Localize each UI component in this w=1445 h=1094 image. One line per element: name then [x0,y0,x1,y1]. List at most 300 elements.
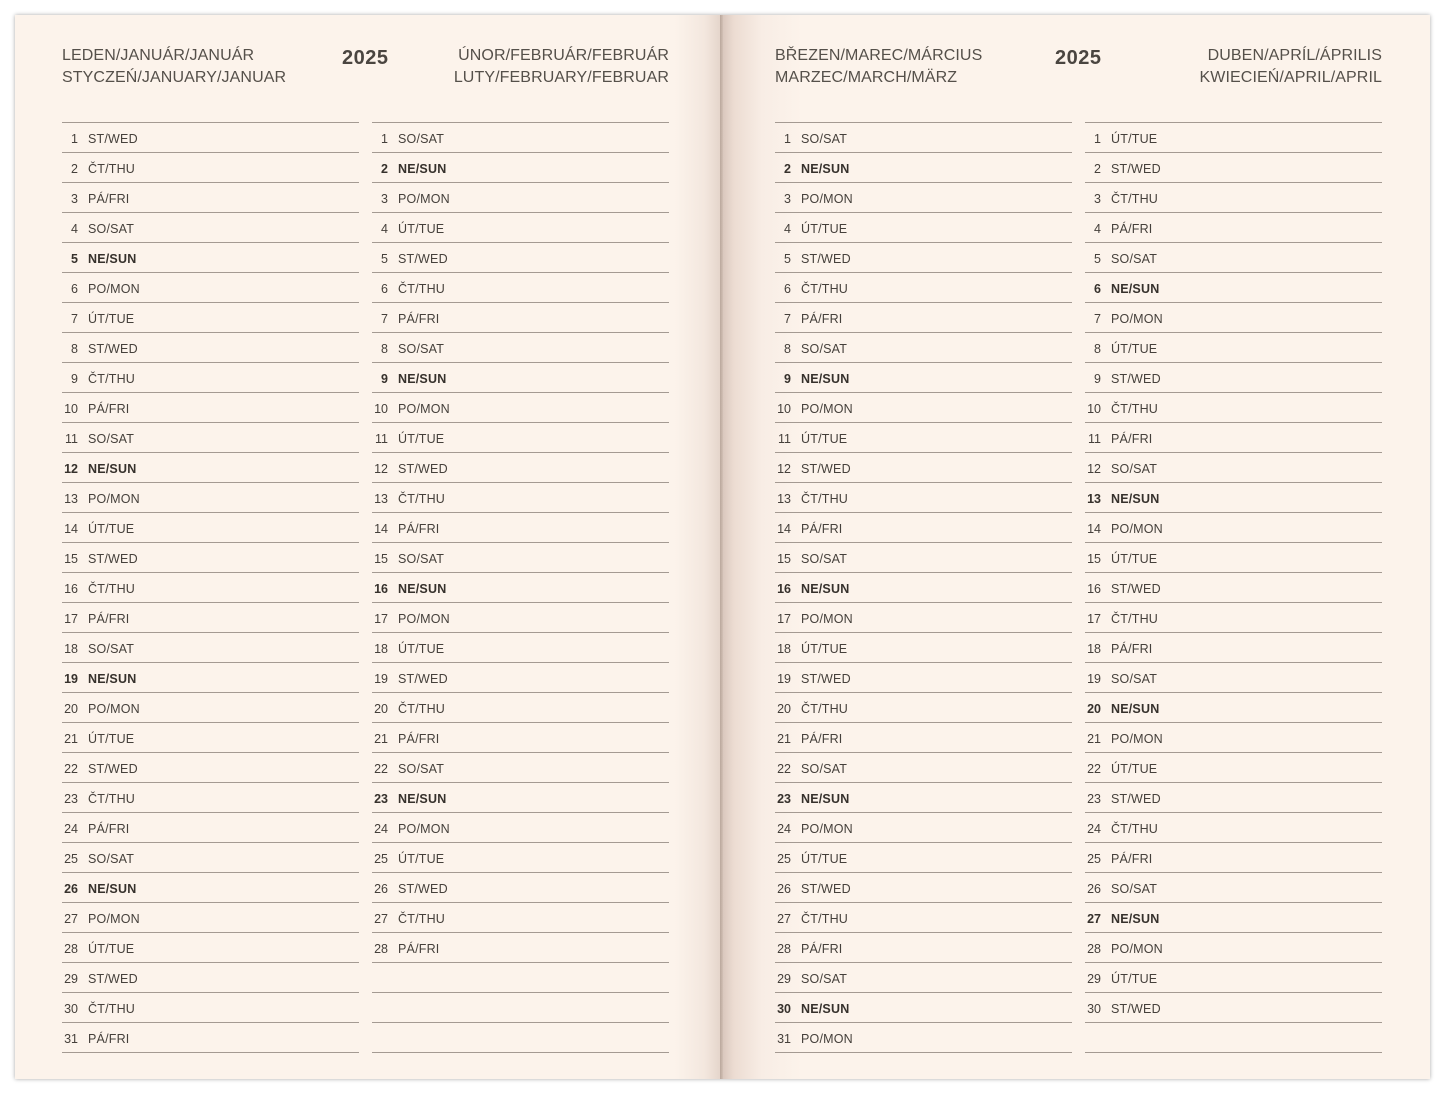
weekday-label: NE/SUN [1111,491,1160,506]
day-number: 16 [777,581,791,596]
day-number: 22 [1087,761,1101,776]
weekday-label: NE/SUN [398,371,447,386]
day-number: 8 [381,341,388,356]
day-number: 6 [784,281,791,296]
weekday-label: NE/SUN [1111,911,1160,926]
day-row [1085,333,1382,363]
day-row [62,543,359,573]
day-number: 4 [784,221,791,236]
february-header-line1: ÚNOR/FEBRUÁR/FEBRUÁR [458,47,669,64]
weekday-label: SO/SAT [88,221,135,236]
day-row [372,303,669,333]
weekday-label: PÁ/FRI [88,1031,130,1046]
weekday-label: ČT/THU [88,581,136,596]
day-row [62,153,359,183]
day-row [775,153,1072,183]
weekday-label: ST/WED [88,131,138,146]
weekday-label: ÚT/TUE [88,731,135,746]
weekday-label: ÚT/TUE [801,641,848,656]
weekday-label: ST/WED [1111,371,1161,386]
day-row [1085,813,1382,843]
weekday-label: PO/MON [88,491,140,506]
weekday-label: ÚT/TUE [398,641,445,656]
day-number: 12 [64,461,78,476]
weekday-label: ČT/THU [398,281,446,296]
day-row [1085,663,1382,693]
weekday-label: SO/SAT [801,131,848,146]
day-number: 29 [64,971,78,986]
day-number: 4 [71,221,78,236]
day-row [775,933,1072,963]
day-row [62,1023,359,1053]
day-number: 16 [1087,581,1101,596]
day-row [62,963,359,993]
day-row [62,933,359,963]
day-number: 14 [1087,521,1101,536]
weekday-label: PÁ/FRI [801,941,843,956]
weekday-label: PO/MON [1111,521,1163,536]
weekday-label: SO/SAT [398,341,445,356]
day-row [1085,393,1382,423]
weekday-label: ÚT/TUE [1111,761,1158,776]
book-gutter [720,15,723,1079]
day-row [62,423,359,453]
day-number: 18 [1087,641,1101,656]
day-row [775,903,1072,933]
weekday-label: ÚT/TUE [801,851,848,866]
weekday-label: ČT/THU [1111,191,1159,206]
day-row [1085,363,1382,393]
day-row [372,573,669,603]
day-number: 17 [777,611,791,626]
day-number: 30 [777,1001,791,1016]
weekday-label: ČT/THU [1111,611,1159,626]
day-number: 12 [374,461,388,476]
day-row [1085,183,1382,213]
weekday-label: PÁ/FRI [398,731,440,746]
day-row [775,393,1072,423]
day-number: 18 [777,641,791,656]
weekday-label: PÁ/FRI [801,521,843,536]
weekday-label: SO/SAT [1111,461,1158,476]
day-number: 13 [777,491,791,506]
day-row [372,423,669,453]
weekday-label: SO/SAT [801,971,848,986]
day-row [775,753,1072,783]
day-number: 23 [374,791,388,806]
day-row [372,693,669,723]
day-number: 15 [64,551,78,566]
weekday-label: ČT/THU [398,701,446,716]
weekday-label: ST/WED [801,251,851,266]
day-number: 19 [64,671,78,686]
day-row [775,873,1072,903]
day-number: 3 [784,191,791,206]
day-row [62,603,359,633]
day-number: 10 [1087,401,1101,416]
day-number: 27 [777,911,791,926]
day-row [372,783,669,813]
day-number: 26 [64,881,78,896]
day-number: 23 [64,791,78,806]
weekday-label: ÚT/TUE [1111,551,1158,566]
day-row [62,483,359,513]
day-row [62,453,359,483]
day-number: 20 [777,701,791,716]
day-row [372,993,669,1023]
day-number: 6 [71,281,78,296]
march-header-line1: BŘEZEN/MAREC/MÁRCIUS [775,47,983,64]
day-row [1085,303,1382,333]
day-row [372,393,669,423]
day-row [372,723,669,753]
day-number: 26 [777,881,791,896]
weekday-label: PO/MON [801,821,853,836]
day-number: 2 [1094,161,1101,176]
day-row [1085,543,1382,573]
day-number: 11 [1088,431,1101,446]
day-number: 28 [777,941,791,956]
day-number: 26 [1087,881,1101,896]
weekday-label: NE/SUN [88,671,137,686]
weekday-label: ČT/THU [88,371,136,386]
april-header [1200,45,1383,89]
day-number: 1 [784,131,791,146]
weekday-label: ČT/THU [398,911,446,926]
day-row [775,363,1072,393]
right-page [722,15,1430,1079]
day-row [775,453,1072,483]
weekday-label: ČT/THU [801,281,849,296]
weekday-label: PÁ/FRI [398,941,440,956]
day-number: 4 [1094,221,1101,236]
day-number: 24 [1087,821,1101,836]
day-row [372,183,669,213]
day-number: 6 [381,281,388,296]
day-number: 3 [381,191,388,206]
weekday-label: PÁ/FRI [801,311,843,326]
day-row [775,813,1072,843]
day-number: 19 [374,671,388,686]
day-row [62,903,359,933]
weekday-label: ST/WED [398,881,448,896]
weekday-label: ÚT/TUE [801,431,848,446]
day-number: 28 [374,941,388,956]
day-row [372,273,669,303]
weekday-label: PO/MON [801,191,853,206]
weekday-label: NE/SUN [1111,281,1160,296]
day-number: 22 [777,761,791,776]
day-number: 14 [374,521,388,536]
day-number: 5 [1094,251,1101,266]
day-row [775,483,1072,513]
day-number: 18 [64,641,78,656]
day-row [1085,963,1382,993]
day-number: 6 [1094,281,1101,296]
april-column [1085,122,1382,1053]
day-row [775,1023,1072,1053]
day-row [372,453,669,483]
weekday-label: ÚT/TUE [398,431,445,446]
february-header [454,45,669,89]
day-number: 11 [65,431,78,446]
day-number: 2 [71,161,78,176]
day-number: 1 [71,131,78,146]
day-number: 17 [64,611,78,626]
march-header-line2: MARZEC/MARCH/MÄRZ [775,69,958,86]
day-row [62,333,359,363]
day-number: 21 [1087,731,1101,746]
day-number: 15 [374,551,388,566]
weekday-label: PÁ/FRI [88,401,130,416]
day-number: 31 [64,1031,78,1046]
day-number: 27 [374,911,388,926]
day-number: 9 [71,371,78,386]
day-number: 5 [784,251,791,266]
day-row [775,843,1072,873]
day-row [372,603,669,633]
weekday-label: PÁ/FRI [88,191,130,206]
weekday-label: PÁ/FRI [1111,431,1153,446]
weekday-label: PÁ/FRI [398,311,440,326]
weekday-label: SO/SAT [88,431,135,446]
day-row [62,993,359,1023]
day-number: 9 [381,371,388,386]
day-number: 7 [71,311,78,326]
weekday-label: ÚT/TUE [398,221,445,236]
weekday-label: NE/SUN [88,251,137,266]
day-row [372,333,669,363]
weekday-label: ST/WED [1111,1001,1161,1016]
day-number: 24 [777,821,791,836]
day-row [1085,153,1382,183]
weekday-label: SO/SAT [398,551,445,566]
day-row [775,333,1072,363]
day-row [1085,123,1382,153]
weekday-label: ST/WED [398,671,448,686]
day-number: 29 [777,971,791,986]
january-header [62,45,286,89]
weekday-label: SO/SAT [1111,671,1158,686]
weekday-label: ČT/THU [88,791,136,806]
weekday-label: ST/WED [88,761,138,776]
day-number: 20 [1087,701,1101,716]
april-header-line1: DUBEN/APRÍL/ÁPRILIS [1207,47,1382,64]
day-row [372,753,669,783]
day-row [775,273,1072,303]
weekday-label: SO/SAT [1111,251,1158,266]
day-number: 5 [381,251,388,266]
april-header-line2: KWIECIEŃ/APRIL/APRIL [1199,69,1382,86]
day-number: 8 [71,341,78,356]
weekday-label: ÚT/TUE [1111,971,1158,986]
february-header-line2: LUTY/FEBRUARY/FEBRUAR [453,69,669,86]
day-row [62,123,359,153]
day-row [775,993,1072,1023]
day-row [1085,513,1382,543]
day-number: 19 [777,671,791,686]
day-number: 11 [778,431,791,446]
day-row [1085,573,1382,603]
day-number: 13 [374,491,388,506]
weekday-label: SO/SAT [398,131,445,146]
day-number: 25 [64,851,78,866]
day-row [372,963,669,993]
day-row [775,723,1072,753]
weekday-label: PÁ/FRI [88,821,130,836]
day-number: 18 [374,641,388,656]
day-row [62,873,359,903]
day-number: 22 [374,761,388,776]
weekday-label: ČT/THU [1111,821,1159,836]
day-number: 23 [777,791,791,806]
weekday-label: ÚT/TUE [801,221,848,236]
day-row [1085,1023,1382,1053]
day-number: 12 [777,461,791,476]
day-number: 8 [1094,341,1101,356]
weekday-label: NE/SUN [1111,701,1160,716]
weekday-label: PO/MON [1111,311,1163,326]
weekday-label: PÁ/FRI [88,611,130,626]
day-row [775,633,1072,663]
day-number: 27 [1087,911,1101,926]
day-row [1085,483,1382,513]
day-number: 12 [1087,461,1101,476]
day-row [62,213,359,243]
right-page-year: 2025 [1055,47,1102,69]
day-number: 28 [1087,941,1101,956]
weekday-label: PO/MON [801,401,853,416]
weekday-label: ST/WED [398,251,448,266]
weekday-label: ST/WED [88,551,138,566]
weekday-label: ÚT/TUE [88,941,135,956]
weekday-label: PO/MON [398,401,450,416]
weekday-label: SO/SAT [1111,881,1158,896]
day-row [372,483,669,513]
day-row [1085,933,1382,963]
day-row [62,363,359,393]
day-row [372,243,669,273]
day-row [372,363,669,393]
day-row [1085,993,1382,1023]
weekday-label: ST/WED [801,671,851,686]
day-number: 20 [64,701,78,716]
day-row [372,663,669,693]
day-number: 3 [1094,191,1101,206]
day-number: 24 [64,821,78,836]
day-number: 26 [374,881,388,896]
weekday-label: PO/MON [1111,941,1163,956]
day-number: 17 [374,611,388,626]
day-number: 25 [374,851,388,866]
day-number: 23 [1087,791,1101,806]
weekday-label: ÚT/TUE [398,851,445,866]
day-number: 15 [777,551,791,566]
day-row [775,123,1072,153]
weekday-label: ČT/THU [801,701,849,716]
day-row [1085,723,1382,753]
january-header-line2: STYCZEŃ/JANUARY/JANUAR [62,69,287,86]
day-row [775,693,1072,723]
day-row [372,153,669,183]
day-row [775,513,1072,543]
day-number: 16 [64,581,78,596]
day-row [1085,873,1382,903]
day-row [1085,243,1382,273]
day-row [1085,843,1382,873]
weekday-label: NE/SUN [88,881,137,896]
day-number: 27 [64,911,78,926]
day-number: 10 [64,401,78,416]
day-row [775,303,1072,333]
day-row [775,213,1072,243]
weekday-label: SO/SAT [801,761,848,776]
day-number: 25 [1087,851,1101,866]
day-row [775,663,1072,693]
day-number: 16 [374,581,388,596]
left-page-year: 2025 [342,47,389,69]
day-row [62,303,359,333]
day-number: 7 [381,311,388,326]
weekday-label: ČT/THU [801,491,849,506]
day-number: 28 [64,941,78,956]
day-number: 15 [1087,551,1101,566]
weekday-label: ST/WED [1111,161,1161,176]
day-row [372,123,669,153]
left-page [15,15,722,1079]
day-number: 9 [784,371,791,386]
day-number: 3 [71,191,78,206]
weekday-label: ST/WED [88,971,138,986]
day-row [775,603,1072,633]
weekday-label: PO/MON [398,611,450,626]
day-row [62,783,359,813]
january-column [62,122,359,1053]
day-row [1085,213,1382,243]
weekday-label: SO/SAT [88,641,135,656]
day-row [1085,273,1382,303]
day-number: 14 [777,521,791,536]
day-number: 21 [64,731,78,746]
day-number: 2 [381,161,388,176]
day-row [62,273,359,303]
day-row [372,843,669,873]
day-row [62,513,359,543]
weekday-label: PO/MON [801,1031,853,1046]
day-row [62,243,359,273]
weekday-label: ÚT/TUE [88,521,135,536]
weekday-label: SO/SAT [398,761,445,776]
day-number: 30 [64,1001,78,1016]
weekday-label: PO/MON [88,281,140,296]
weekday-label: ST/WED [801,461,851,476]
day-row [775,243,1072,273]
day-number: 13 [1087,491,1101,506]
weekday-label: PO/MON [398,821,450,836]
day-row [372,933,669,963]
weekday-label: NE/SUN [801,1001,850,1016]
day-row [372,543,669,573]
day-row [1085,903,1382,933]
day-number: 29 [1087,971,1101,986]
day-number: 30 [1087,1001,1101,1016]
day-number: 13 [64,491,78,506]
day-row [775,783,1072,813]
weekday-label: ÚT/TUE [1111,131,1158,146]
day-number: 7 [784,311,791,326]
march-column [775,122,1072,1053]
weekday-label: SO/SAT [801,551,848,566]
